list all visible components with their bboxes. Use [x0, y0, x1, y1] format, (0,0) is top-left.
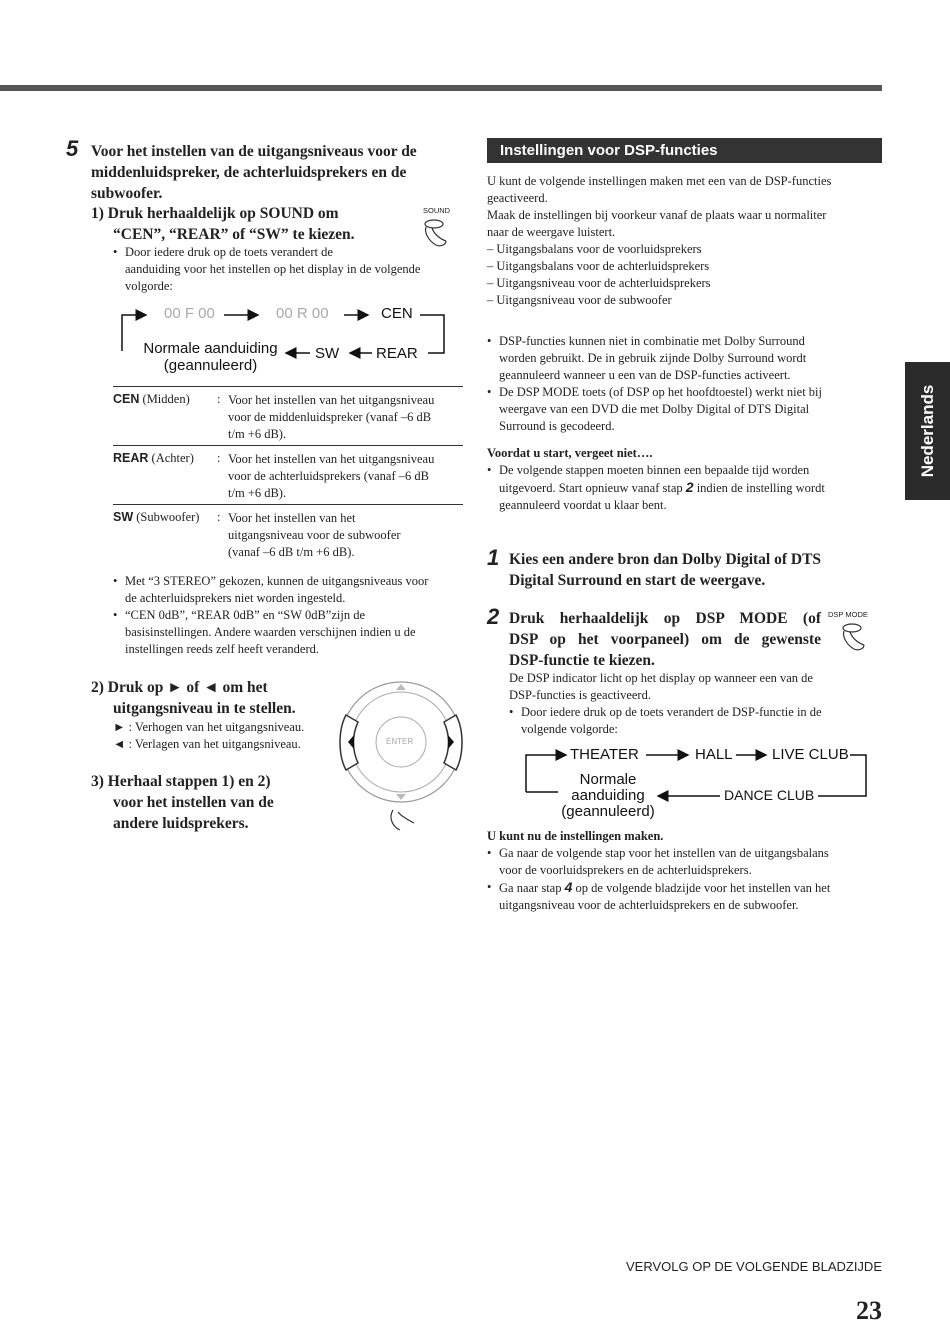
- note-line: • DSP-functies kunnen niet in combinatie met Dolby Surround: [487, 333, 887, 350]
- flow-item-dance-club: DANCE CLUB: [724, 787, 815, 803]
- note-line: geannuleerd wanneer u een van de DSP-functies activeert.: [499, 368, 791, 382]
- substep1-line: “CEN”, “REAR” of “SW” te kiezen.: [113, 226, 355, 243]
- step2-text-line: DSP-functies is geactiveerd.: [509, 688, 651, 702]
- substep1-bullet: [113, 244, 473, 295]
- note-line: • Met “3 STEREO” gekozen, kunnen de uitgangsniveaus voor: [113, 573, 473, 590]
- step-number-2: 2: [487, 604, 500, 629]
- page-number: 23: [856, 1296, 882, 1325]
- step5-title: [91, 141, 471, 204]
- note-line: • De volgende stappen moeten binnen een bepaalde tijd worden: [487, 462, 887, 479]
- section-heading: Instellingen voor DSP-functies: [487, 138, 882, 163]
- note-line: • Ga naar de volgende stap voor het instellen van de uitgangsbalans: [487, 845, 887, 862]
- table-row: [113, 386, 463, 445]
- flow-item-live-club: LIVE CLUB: [772, 746, 849, 763]
- step2-title: [509, 608, 821, 671]
- note-line: • De DSP MODE toets (of DSP op het hoofdtoestel) werkt niet bij: [487, 384, 887, 401]
- note-line: de achterluidsprekers niet worden ingesteld.: [125, 591, 346, 605]
- flow-item-theater: THEATER: [570, 746, 639, 763]
- table-colon: :: [217, 451, 221, 465]
- note-line: uitgangsniveau voor de achterluidsprekers en de subwoofer.: [499, 898, 799, 912]
- notes-list: [113, 573, 473, 658]
- substep1-line: 1) Druk herhaaldelijk op SOUND om: [91, 205, 339, 222]
- dsp-mode-button-label: DSP MODE: [828, 610, 868, 619]
- note-line: instellingen reeds zelf heeft veranderd.: [125, 642, 320, 656]
- table-value: Voor het instellen van het uitgangsniveau voor de subwoofer (vanaf –6 dB t/m +6 dB).: [228, 511, 401, 559]
- dash-item: – Uitgangsbalans voor de achterluidsprekers: [487, 259, 710, 273]
- step2-line: Druk herhaaldelijk op DSP MODE (of: [509, 610, 821, 627]
- substep3-line: andere luidsprekers.: [113, 815, 249, 832]
- step2-text-line: • Door iedere druk op de toets verandert de DSP-functie in de: [509, 704, 889, 721]
- table-value: Voor het instellen van het uitgangsniveau voor de middenluidspreker (vanaf –6 dB t/m +6 dB).: [228, 393, 435, 441]
- step5-title-line: Voor het instellen van de uitgangsniveaus voor de: [91, 143, 417, 160]
- bullet-line: aanduiding voor het instellen op het display in de volgende: [125, 262, 421, 276]
- step2-text-line: De DSP indicator licht op het display op wanneer een van de: [509, 671, 813, 685]
- step5-title-line: subwoofer.: [91, 185, 163, 202]
- finger-press-icon: [838, 619, 874, 655]
- step-number-5: 5: [66, 136, 79, 161]
- flow-text: Normale: [579, 771, 637, 788]
- top-rule: [0, 85, 882, 91]
- step1-line: Kies een andere bron dan Dolby Digital of DTS: [509, 551, 822, 568]
- flow-text: (geannuleerd): [163, 357, 258, 374]
- note-line: weergave van een DVD die met Dolby Digital of DTS Digital: [499, 402, 810, 416]
- flow-item-sw: SW: [315, 345, 340, 362]
- table-key: REAR (Achter): [113, 451, 194, 465]
- substep2-keys: [113, 719, 304, 753]
- step-number-1: 1: [487, 545, 500, 570]
- note-line: uitgevoerd. Start opnieuw vanaf stap 2 indien de instelling wordt: [499, 479, 825, 495]
- flow-item-front: 00 F 00: [164, 305, 215, 322]
- step2-text-line: volgende volgorde:: [521, 722, 618, 736]
- dsp-intro: [487, 173, 887, 309]
- table-key: CEN (Midden): [113, 392, 190, 406]
- flow-item-rear-level: 00 R 00: [276, 305, 329, 322]
- substep2-line: 2) Druk op ► of ◄ om het: [91, 679, 268, 696]
- table-colon: :: [217, 392, 221, 406]
- flow-item-rear: REAR: [376, 345, 418, 362]
- flow-item-cen: CEN: [381, 305, 413, 322]
- dash-item: – Uitgangsniveau voor de achterluidsprekers: [487, 276, 711, 290]
- note-line: worden gebruikt. De in gebruik zijnde Dolby Surround wordt: [499, 351, 807, 365]
- before-start-title: Voordat u start, vergeet niet….: [487, 446, 653, 460]
- language-tab-label: Nederlands: [917, 384, 937, 478]
- cursor-pad-icon: [338, 675, 468, 840]
- bullet-line: • Door iedere druk op de toets verandert de: [113, 244, 473, 261]
- step2-text: [509, 670, 889, 738]
- dash-item: – Uitgangsniveau voor de subwoofer: [487, 293, 672, 307]
- bullet-line: volgorde:: [125, 279, 173, 293]
- step1-line: Digital Surround en start de weergave.: [509, 572, 766, 589]
- note-line: geannuleerd voordat u klaar bent.: [499, 498, 667, 512]
- note-line: • “CEN 0dB”, “REAR 0dB” en “SW 0dB”zijn de: [113, 607, 473, 624]
- note-line: basisinstellingen. Andere waarden verschijnen indien u de: [125, 625, 416, 639]
- substep2-line: uitgangsniveau in te stellen.: [113, 700, 296, 717]
- step5-title-line: middenluidspreker, de achterluidsprekers en de: [91, 164, 407, 181]
- table-key: SW (Subwoofer): [113, 510, 200, 524]
- note-line: voor de voorluidsprekers en de achterluidsprekers.: [499, 863, 752, 877]
- table-row: [113, 445, 463, 504]
- language-tab: [905, 362, 950, 500]
- substep3-title: [91, 771, 274, 834]
- note-line: • Ga naar stap 4 op de volgende bladzijde voor het instellen van het: [487, 879, 887, 897]
- step2-line: DSP-functie te kiezen.: [509, 652, 655, 669]
- substep2-title: [91, 677, 296, 719]
- intro-line: geactiveerd.: [487, 191, 548, 205]
- table-value: Voor het instellen van het uitgangsniveau voor de achterluidsprekers (vanaf –6 dB t/m +6 dB).: [228, 452, 435, 500]
- flow-item-normal: [138, 340, 283, 374]
- intro-line: U kunt de volgende instellingen maken met een van de DSP-functies: [487, 174, 832, 188]
- step2-line: DSP op het voorpaneel) om de gewenste: [509, 631, 821, 648]
- substep3-line: voor het instellen van de: [113, 794, 274, 811]
- now-settings-title: U kunt nu de instellingen maken.: [487, 829, 664, 843]
- now-settings: [487, 828, 887, 914]
- flow-text: Normale aanduiding: [143, 340, 278, 357]
- flow-text: aanduiding: [571, 787, 645, 804]
- intro-line: naar de weergave luistert.: [487, 225, 616, 239]
- table-colon: :: [217, 510, 221, 524]
- before-start: [487, 445, 887, 514]
- increase-level-text: ► : Verhogen van het uitgangsniveau.: [113, 720, 305, 734]
- flow-item-normal: [552, 772, 664, 820]
- dsp-notes: [487, 333, 887, 435]
- note-line: Surround is gecodeerd.: [499, 419, 615, 433]
- dash-item: – Uitgangsbalans voor de voorluidsprekers: [487, 242, 702, 256]
- continued-note: VERVOLG OP DE VOLGENDE BLADZIJDE: [626, 1259, 882, 1274]
- flow-item-hall: HALL: [695, 746, 733, 763]
- decrease-level-text: ◄ : Verlagen van het uitgangsniveau.: [113, 737, 301, 751]
- sound-button-label: SOUND: [423, 206, 451, 215]
- substep3-line: 3) Herhaal stappen 1) en 2): [91, 773, 271, 790]
- intro-line: Maak de instellingen bij voorkeur vanaf de plaats waar u normaliter: [487, 208, 827, 222]
- table-row: [113, 504, 463, 563]
- enter-button-label: ENTER: [386, 737, 414, 746]
- substep1-title: [91, 203, 355, 245]
- flow-text: (geannuleerd): [561, 803, 655, 820]
- step1-title: [509, 549, 821, 591]
